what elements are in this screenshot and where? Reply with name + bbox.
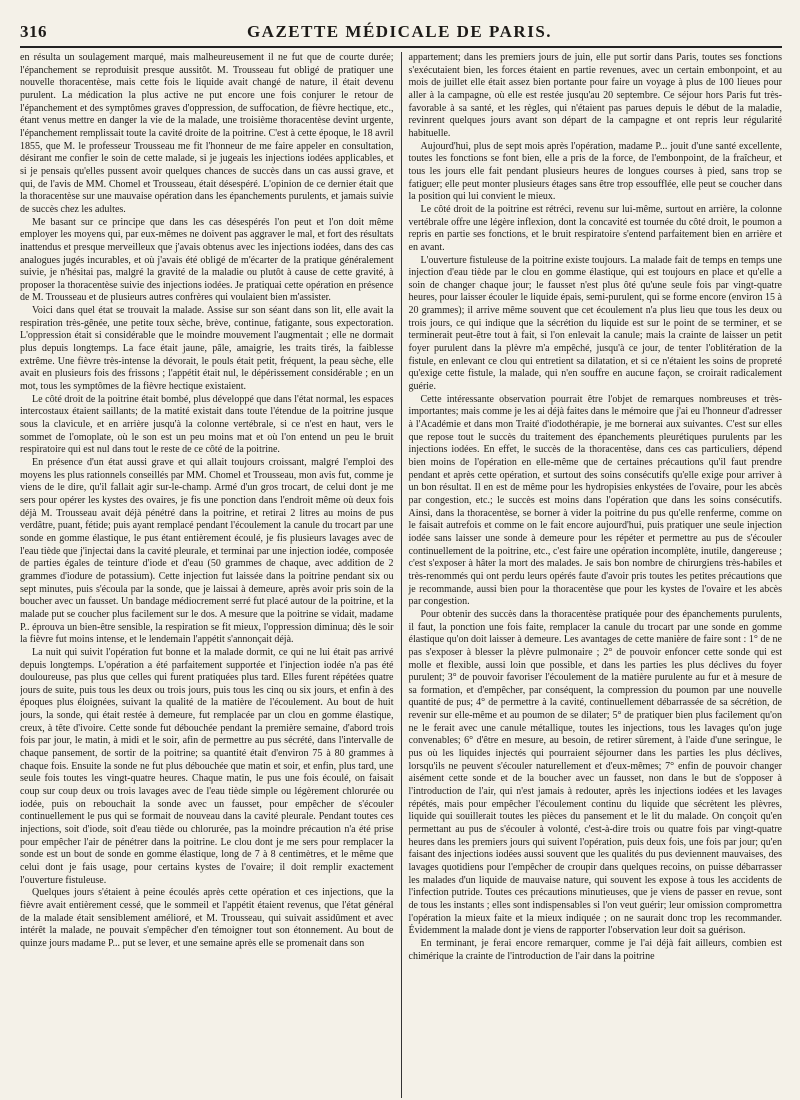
paragraph: En présence d'un état aussi grave et qui allait toujours croissant, malgré l'emploi des moyens les plus rationnels conseillés par MM. Chomel et Trousseau, mon avis fut, comme je viens de le dire, qu'il fallait agir sur-le-champ. Armé d'un gros trocart, de celui dont je me sers pour opérer les kystes des ovaires, je fis une ponction dans l'endroit même où deux fois déjà M. Trousseau avait déjà pénétré dans la poitrine, et retirai 2 litres au moins de pus verdâtre, puant, fétide; puis ayant remplacé pendant l'écoulement la canule du trocart par une sonde en gomme élastique, le pus étant entièrement écoulé, je fis plusieurs lavages avec de l'eau tiède que j'injectai dans la cavité pleurale, et terminai par une injection iodée, composée de parties égales de teinture d'iode et d'eau (50 grammes de chaque, avec addition de 2 grammes d'iodure de potassium). Cette injection fut laissée dans la poitrine pendant six ou sept minutes, puis s'écoula par la sonde, que je laissai à demeure, après avoir pris soin de la boucher avec un fausset. Un bandage médiocrement serré fut placé autour de la poitrine, et la malade put se coucher plus facilement sur le dos. A mesure que la poitrine se vidait, madame P.. éprouva un bien-être sensible, la respiration se fit mieux, l'oppression diminua; dès le soir la fièvre fut moins intense, et le lendemain l'appétit s'annonçait déjà.	[20, 457, 394, 646]
paragraph: Voici dans quel état se trouvait la malade. Assise sur son séant dans son lit, elle avait la respiration très-gênée, une petite toux sèche, brève, continue, fatigante, sous expectoration. L'oppression était si considérable que le moindre mouvement l'augmentait ; elle ne dormait plus depuis longtemps. La face était jaune, pâle, amaigrie, les traits tirés, la faiblesse extrême. Une fièvre très-intense la dévorait, le pouls était petit, fréquent, la peau sèche, elle avait en plusieurs fois des frissons ; l'appétit était nul, le dépérissement considérable ; en un mot, tous les symptômes de la fièvre hectique existaient.	[20, 305, 394, 393]
right-column	[402, 52, 783, 1098]
paragraph: Aujourd'hui, plus de sept mois après l'opération, madame P... jouit d'une santé excellente, toutes les fonctions se font bien, elle a pris de la force, de l'embonpoint, de la fraîcheur, et tous les jours elle fait pendant plusieurs heures de longues courses à pied, sans trop se fatiguer; elle peut monter plusieurs étages sans être trop essoufflée, elle peut se coucher dans la position qui lui convient le mieux.	[408, 140, 782, 203]
paragraph: Pour obtenir des succès dans la thoracentèse pratiquée pour des épanchements purulents, il faut, la ponction une fois faite, remplacer la canule du trocart par une sonde en gomme élastique qu'on doit laisser à demeure. Les avantages de cette manière de faire sont : 1° de ne pas s'exposer à blesser la plèvre pulmonaire ; 2° de pouvoir enfoncer cette sonde qui est molle et flexible, aussi loin que possible, et dans les parties les plus déclives du foyer purulent; 3° de pouvoir favoriser l'écoulement de la matière purulente au fur et à mesure de sa formation, et d'empêcher, par conséquent, la compression du poumon par une nouvelle quantité de pus; 4° de permettre à la cavité, continuellement débarrassée de sa sécrétion, de revenir sur elle-même et au poumon de se dilater; 5° de pratiquer bien plus facilement qu'on ne le ferait avec une canule métallique, toutes les injections, tous les lavages qu'on juge convenables; 6° d'être en mesure, au besoin, de retirer sûrement, à l'aide d'une seringue, le pus où les liquides injectés qui pourraient séjourner dans les parties les plus déclives, lorsqu'ils ne peuvent s'écouler naturellement et d'eux-mêmes; 7° enfin de pouvoir changer aisément cette sonde et de la boucher avec un fausset, non dans le but de s'opposer à l'introduction de l'air, qui n'est jamais à redouter, après les injections iodées et les lavages répétés, mais pour empêcher l'écoulement continu du liquide que sécrètent les plèvres, liquide qui souillerait toutes les pièces du pansement et le lit du malade. On conçoit qu'en permettant au pus de s'écouler à volonté, c'est-à-dire trois ou quatre fois par vingt-quatre heures dans les premiers jours qui suivent l'opération, puis deux fois, une fois par jour; qu'en faisant des injections iodées aussi souvent que les qualités du pus deviennent mauvaises, des lavages quotidiens pour l'empêcher de croupir dans quelques recoins, on puisse débarrasser les malades d'un liquide de mauvaise nature, qui souvent les expose à tous les accidents de l'infection putride. Toutes ces précautions minutieuses, que je viens de passer en revue, sont de tous les instants ; elles sont indispensables si l'on veut guérir; leur omission compromettra l'opération la mieux faite et la mieux indiquée ; on ne saurait donc trop les recommander. Évidemment la malade dont je viens de rapporter l'observation leur doit sa guérison.	[408, 608, 782, 937]
paragraph: Le côté droit de la poitrine était bombé, plus développé que dans l'état normal, les espaces intercostaux étaient saillants; de la matité existait dans toute l'étendue de la poitrine jusque sous la clavicule, et en arrière jusqu'à la colonne vertébrale, si ce n'est en haut, vers le sommet de l'omoplate, où le son est un peu moins mat et où l'on entend un peu le bruit respiratoire qui est nul dans tout le reste de ce côté de la poitrine.	[20, 393, 394, 456]
text-columns	[20, 52, 782, 1098]
left-column	[20, 52, 401, 1098]
page-number: 316	[20, 22, 47, 41]
paragraph: Quelques jours s'étaient à peine écoulés après cette opération et ces injections, que la fièvre avait entièrement cessé, que le sommeil et l'appétit étaient revenus, que l'état général de la malade était sensiblement amélioré, et M. Trousseau, qui suivait assidûment et avec intérêt la malade, ne pouvait s'empêcher d'en témoigner tout son étonnement. Au bout de quinze jours madame P... put se lever, et une semaine après elle se promenait dans son	[20, 887, 394, 949]
paragraph: Le côté droit de la poitrine est rétréci, revenu sur lui-même, surtout en arrière, la colonne vertébrale offre une légère inflexion, dont la concavité est tournée du côté droit, le poumon a repris en partie ses fonctions, et le bruit respiratoire s'entend parfaitement bien en arrière et en avant.	[408, 203, 782, 253]
paragraph: Me basant sur ce principe que dans les cas désespérés l'on peut et l'on doit même employer les moyens qui, par eux-mêmes ne doivent pas aggraver le mal, et fort des résultats inattendus et presque merveilleux que j'avais obtenus avec les injections iodées, dans des cas analogues jugés incurables, et où j'avais été obligé de m'écarter de la pratique généralement suivie, je n'hésitai pas, malgré la gravité de la maladie ou plutôt à cause de cette gravité, à proposer la thoracentèse suivie des injections iodées. Je pratiquai cette opération en présence de M. Trousseau et de plusieurs autres confrères qui voulaient bien m'assister.	[20, 216, 394, 304]
journal-title: GAZETTE MÉDICALE DE PARIS.	[246, 22, 553, 41]
paragraph: La nuit qui suivit l'opération fut bonne et la malade dormit, ce qui ne lui était pas arrivé depuis longtemps. L'opération a été parfaitement supportée et l'injection iodée n'a pas été douloureuse, pas plus que celles qui furent pratiquées plus tard. Elles furent répétées quatre jours de suite, puis tous les deux ou trois jours, puis tous les cinq ou six jours, et enfin à des époques plus éloignées, suivant la qualité de la matière de l'écoulement. Au bout de huit jours, la sonde, qui était restée à demeure, fut remplacée par un clou en gomme élastique, creux, à tête d'ivoire. Cette sonde fut débouchée pendant la première semaine, d'abord trois fois par jour, le matin, à midi et le soir, afin de permettre au pus sécrété, dans l'intervalle de chaque pansement, de sortir de la poitrine; sa quantité était d'environ 75 à 80 grammes à chaque fois. Ensuite la sonde ne fut plus débouchée que matin et soir, et enfin, plus tard, une seule fois toutes les vingt-quatre heures. Chaque matin, le pus une fois écoulé, on faisait coup sur coup deux ou trois lavages avec de l'eau tiède simple ou légèrement chlorurée ou iodée, puis on rebouchait la sonde avec un fausset, pour empêcher de s'écouler continuellement le pus qui se formait de nouveau dans la cavité pleurale. Pendant toutes ces injections, soit d'iode, soit d'eau tiède ou chlorurée, pas la moindre précaution n'a été prise pour empêcher l'air de pénétrer dans la poitrine. Le clou dont je me sers pour remplacer la sonde est un bout de sonde en gomme élastique, long de 7 à 8 centimètres, et le même que celui dont je fais usage, pour certains kystes de l'ovaire; il doit remplir exactement l'ouverture fistuleuse.	[20, 646, 394, 886]
page-header	[20, 0, 782, 48]
paragraph: en résulta un soulagement marqué, mais malheureusement il ne fut que de courte durée; l'épanchement se reproduisit presque aussitôt. M. Trousseau fut obligé de pratiquer une nouvelle thoracentèse, mais cette fois le liquide avait changé de nature, il était devenu purulent. La médication la plus active ne put encore une fois conjurer le retour de l'épanchement et des symptômes graves d'oppression, de suffocation, de fièvre hectique, etc., étant venus mettre en danger la vie de la malade, une troisième thoracentèse devint urgente, l'épanchement remplissait toute la cavité droite de la poitrine. C'est à cette époque, le 18 avril 1855, que M. le professeur Trousseau me fit l'honneur de me faire appeler en consultation, désirant me confier le soin de cette malade, si je jugeais les injections iodées applicables, et si je pensais qu'elles pussent avoir quelques chances de succès dans un cas aussi grave, et qui, de l'avis de MM. Chomel et Trousseau, était désespéré. L'opinion de ce dernier était que la thoracentèse sur une mauvaise opération dans les épanchements purulents, et jamais suivie de succès chez les adultes.	[20, 52, 394, 215]
paragraph: L'ouverture fistuleuse de la poitrine existe toujours. La malade fait de temps en temps une injection d'eau tiède par le clou en gomme élastique, qui est toujours en place et qu'elle a soin de changer chaque jour; le fausset n'est plus ôté qu'une seule fois par vingt-quatre heures, pour laisser écouler le liquide épais, semi-purulent, qui se forme encore (environ 15 à 20 grammes); il arrive même souvent que cet écoulement n'a plus lieu que tous les deux ou trois jours, ce qui indique que la sécrétion du liquide est sur le point de se terminer, et se terminerait peut-être tout à fait, si l'on enlevait la canule; mais la crainte de laisser un petit foyer purulent dans la plèvre m'a empêché, jusqu'à ce jour, de tenter l'oblitération de la fistule, en enlevant ce clou qui entretient sa dilatation, et si ce n'étaient les soins de propreté qu'exige cette fistule, la malade, qui n'en souffre en aucune façon, se croirait radicalement guérie.	[408, 254, 782, 393]
paragraph: Cette intéressante observation pourrait être l'objet de remarques nombreuses et très-importantes; mais comme je les ai déjà faites dans le mémoire que j'ai eu l'honneur d'adresser à l'Académie et dans mon Traité d'iodothérapie, je me bornerai aux suivantes. C'est sur elles que repose tout le succès du traitement des épanchements pleurétiques purulents par les injections iodées. En effet, le succès de la thoracentèse, dans ces cas particuliers, dépend bien moins de l'opération en elle-même que de certaines précautions qu'il faut prendre pendant et après cette opération, et surtout des soins consécutifs qu'elle exige pour arriver à un bon résultat. Il en est de même pour les hydropisies enkystées de l'ovaire, pour les abcès par congestion, etc.; le succès est moins dans l'opération que dans les soins consécutifs. Ainsi, dans la thoracentèse, se borner à vider la poitrine du pus qu'elle renferme, comme on le faisait autrefois et comme on le fait encore aujourd'hui, puis pratiquer une seule injection iodée sans laisser une sonde à demeure pour les répéter et permettre au pus de s'écouler continuellement de la poitrine, etc., c'est faire une opération incomplète, inutile, dangereuse ; c'est s'exposer à hâter la mort des malades. Je sais bon nombre de chirurgiens très-habiles et très-renommés qui ont perdu leurs opérés faute d'avoir pris toutes les petites précautions que je recommande, aussi bien pour la thoracentèse que pour les kystes de l'ovaire et les abcès par congestion.	[408, 393, 782, 608]
paragraph: En terminant, je ferai encore remarquer, comme je l'ai déjà fait ailleurs, combien est chimérique la crainte de l'introduction de l'air dans la poitrine	[408, 937, 782, 962]
paragraph: appartement; dans les premiers jours de juin, elle put sortir dans Paris, toutes ses fonctions s'exécutaient bien, les forces étaient en partie revenues, avec un certain embonpoint, et au mois de juillet elle était assez bien portante pour faire un voyage à plus de 100 lieues pour aller à la campagne, où elle est restée jusqu'au 20 septembre. Ce séjour hors Paris fut très-favorable à sa santé, et les règles, qui n'étaient pas parues depuis le début de la maladie, revinrent quelques jours avant son départ de la campagne et ont repris leur régularité habituelle.	[408, 52, 782, 139]
